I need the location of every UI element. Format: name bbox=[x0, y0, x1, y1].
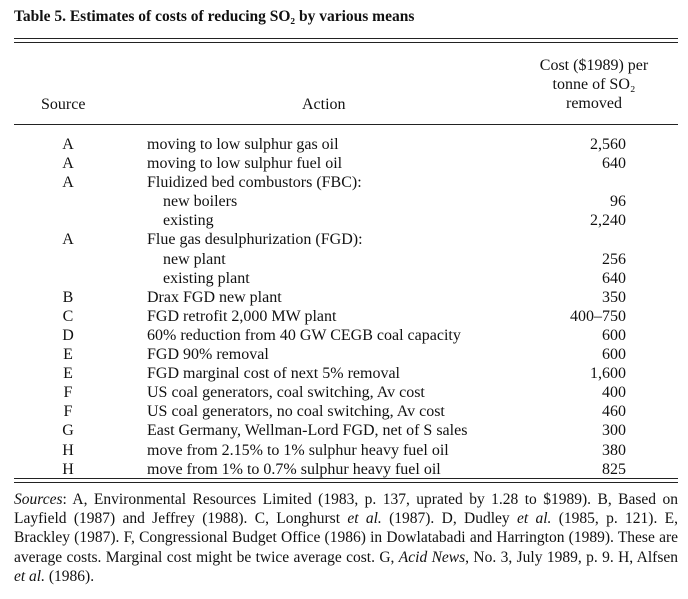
row-action: FGD 90% removal bbox=[147, 346, 269, 364]
header-cost-line1: Cost ($1989) per bbox=[539, 57, 649, 74]
row-action: Flue gas desulphurization (FGD): bbox=[147, 231, 363, 249]
table-row bbox=[0, 154, 688, 173]
sources-text-1: : A, Environmental Resources Limited (1983, p. 137, uprated by 1.28 to $1989). B, Based on Layfield (1987) and Jeffrey (1988). C, Longhurst bbox=[14, 491, 678, 528]
table-row bbox=[0, 250, 688, 269]
row-source: E bbox=[63, 346, 73, 364]
table-row bbox=[0, 402, 688, 421]
row-cost: 300 bbox=[602, 422, 626, 440]
table-row bbox=[0, 383, 688, 402]
row-source: C bbox=[62, 307, 74, 325]
table-row bbox=[0, 441, 688, 460]
row-cost: 96 bbox=[610, 193, 626, 211]
sources-note bbox=[14, 490, 678, 586]
row-cost: 825 bbox=[602, 460, 626, 478]
row-source: A bbox=[62, 136, 74, 153]
row-cost: 350 bbox=[602, 288, 626, 306]
row-source: G bbox=[62, 422, 74, 440]
table-row bbox=[0, 211, 688, 230]
row-action: East Germany, Wellman-Lord FGD, net of S sales bbox=[147, 422, 468, 440]
table-row bbox=[0, 460, 688, 479]
sources-et-al-1: et al. bbox=[347, 510, 382, 528]
row-source: A bbox=[62, 231, 74, 249]
table-row bbox=[0, 173, 688, 192]
row-action: Drax FGD new plant bbox=[147, 288, 282, 306]
row-cost: 600 bbox=[602, 326, 626, 344]
row-source: A bbox=[62, 174, 74, 192]
table-row bbox=[0, 345, 688, 364]
row-action: existing plant bbox=[163, 269, 250, 287]
row-cost: 600 bbox=[602, 346, 626, 364]
table-row bbox=[0, 421, 688, 440]
row-action: moving to low sulphur gas oil bbox=[147, 136, 339, 153]
row-cost: 400–750 bbox=[570, 307, 626, 325]
row-action: moving to low sulphur fuel oil bbox=[147, 155, 343, 173]
top-double-rule bbox=[14, 38, 678, 43]
row-action: US coal generators, no coal switching, Av cost bbox=[147, 403, 445, 421]
table-row bbox=[0, 269, 688, 288]
sources-acid-news: Acid News bbox=[398, 548, 466, 566]
sources-text-5: (1986). bbox=[45, 567, 95, 585]
sources-et-al-2: et al. bbox=[516, 510, 552, 528]
sources-text-3: (1985, p. 121). E, Brackley (1987). F, Congressional Budget Office (1986) in Dowlatabadi and Harrington (1989). These are average costs. Marginal cost might be twice average cost. G, bbox=[14, 510, 678, 566]
row-source: H bbox=[62, 460, 74, 478]
row-source: F bbox=[63, 384, 73, 402]
row-source: F bbox=[63, 403, 73, 421]
table-title: Table 5. Estimates of costs of reducing SO₂ by various means bbox=[14, 8, 415, 25]
row-source: E bbox=[63, 365, 73, 383]
row-cost: 460 bbox=[602, 403, 626, 421]
row-action: new boilers bbox=[163, 193, 238, 211]
row-cost: 2,240 bbox=[590, 212, 626, 230]
row-cost: 1,600 bbox=[590, 365, 626, 383]
sources-text-2: (1987). D, Dudley bbox=[381, 510, 517, 528]
row-cost: 640 bbox=[602, 269, 626, 287]
row-cost: 400 bbox=[602, 384, 626, 402]
row-action: FGD marginal cost of next 5% removal bbox=[147, 365, 400, 383]
header-source: Source bbox=[41, 96, 86, 113]
row-action: move from 1% to 0.7% sulphur heavy fuel oil bbox=[147, 460, 441, 478]
table-row bbox=[0, 326, 688, 345]
table-row bbox=[0, 135, 688, 154]
bottom-double-rule bbox=[14, 478, 678, 483]
header-rule bbox=[14, 124, 678, 125]
row-cost: 380 bbox=[602, 441, 626, 459]
row-action: new plant bbox=[163, 250, 226, 268]
row-cost: 256 bbox=[602, 250, 626, 268]
sources-label: Sources bbox=[14, 491, 63, 508]
row-action: Fluidized bed combustors (FBC): bbox=[147, 174, 362, 192]
row-cost: 2,560 bbox=[590, 136, 626, 153]
row-source: D bbox=[62, 326, 74, 344]
row-cost: 640 bbox=[602, 155, 626, 173]
row-action: move from 2.15% to 1% sulphur heavy fuel oil bbox=[147, 441, 449, 459]
row-source: B bbox=[62, 288, 74, 306]
sources-et-al-3: et al. bbox=[14, 567, 45, 585]
row-source: H bbox=[62, 441, 74, 459]
table-row bbox=[0, 288, 688, 307]
table-row bbox=[0, 307, 688, 326]
header-cost-line3: removed bbox=[566, 95, 622, 112]
table-body bbox=[0, 135, 688, 479]
row-action: existing bbox=[163, 212, 214, 230]
header-cost bbox=[514, 56, 674, 113]
row-action: FGD retrofit 2,000 MW plant bbox=[147, 307, 337, 325]
table-row bbox=[0, 364, 688, 383]
table-row bbox=[0, 192, 688, 211]
table-row bbox=[0, 230, 688, 249]
row-action: 60% reduction from 40 GW CEGB coal capacity bbox=[147, 326, 461, 344]
sources-text-4: , No. 3, July 1989, p. 9. H, Alfsen bbox=[465, 548, 679, 566]
row-action: US coal generators, coal switching, Av cost bbox=[147, 384, 425, 402]
row-source: A bbox=[62, 155, 74, 173]
header-action: Action bbox=[302, 96, 346, 113]
header-cost-line2: tonne of SO₂ bbox=[552, 76, 636, 93]
